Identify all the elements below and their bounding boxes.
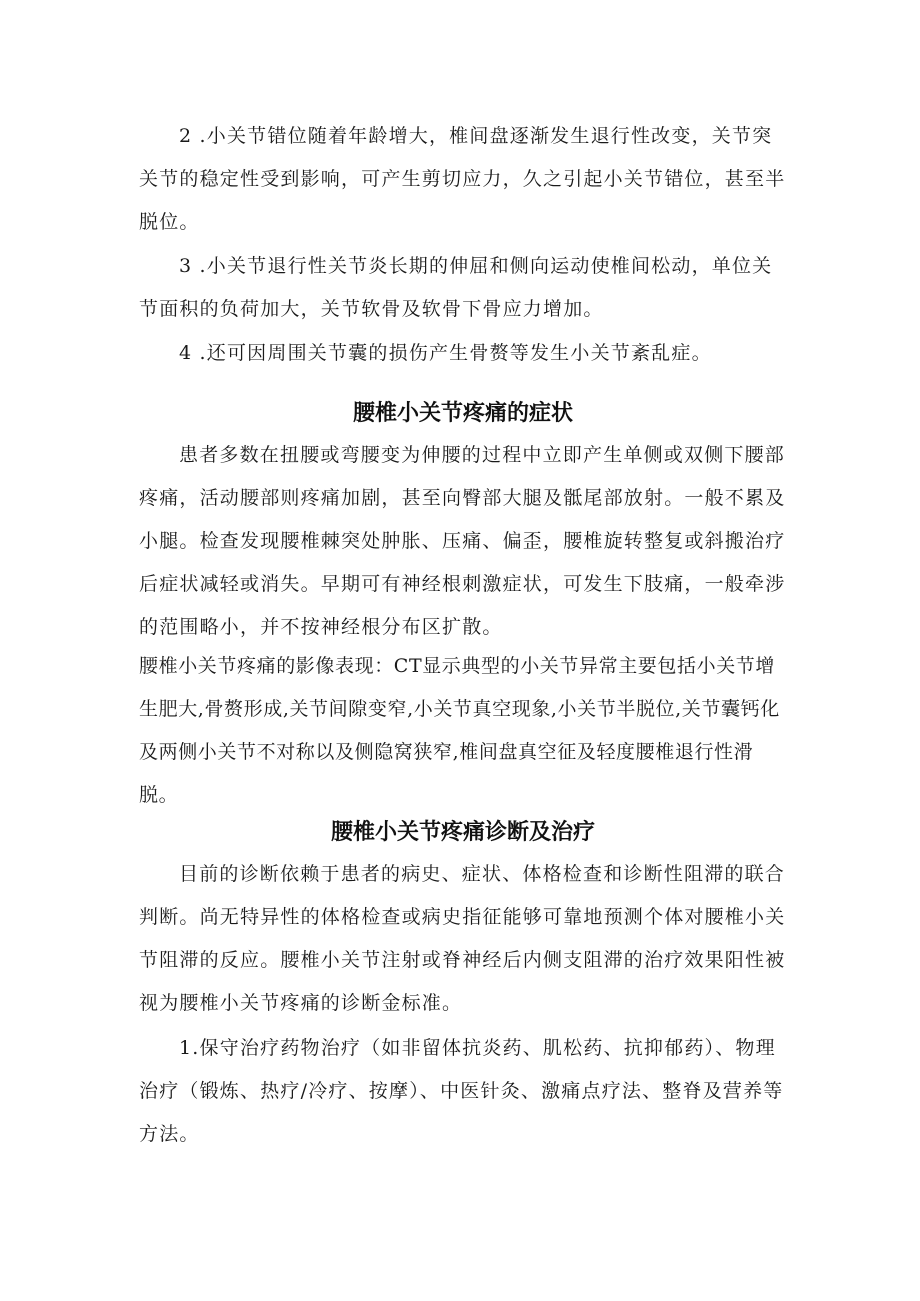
symptoms-paragraph: 患者多数在扭腰或弯腰变为伸腰的过程中立即产生单侧或双侧下腰部疼痛，活动腰部则疼痛加剧，甚至向臀部大腿及骶尾部放射。一般不累及小腿。检查发现腰椎棘突处肿胀、压痛、偏歪，腰椎旋转整复或斜搬治疗后症状减轻或消失。早期可有神经根刺激症状，可发生下肢痛，一般牵涉的范围略小，并不按神经根分布区扩散。: [139, 444, 786, 638]
paragraph-item-4: 4 .还可因周围关节囊的损伤产生骨赘等发生小关节紊乱症。: [179, 342, 712, 364]
paragraph-item-2: 2 .小关节错位随着年龄增大，椎间盘逐渐发生退行性改变，关节突关节的稳定性受到影响，可产生剪切应力，久之引起小关节错位，甚至半脱位。: [139, 125, 786, 233]
section-heading-symptoms: 腰椎小关节疼痛的症状: [352, 401, 573, 426]
treatment-item-1: 1.保守治疗药物治疗（如非留体抗炎药、肌松药、抗抑郁药）、物理治疗（锻炼、热疗/冷疗、按摩）、中医针灸、激痛点疗法、整脊及营养等方法。: [139, 1037, 784, 1145]
paragraph-item-3: 3 .小关节退行性关节炎长期的伸屈和侧向运动使椎间松动，单位关节面积的负荷加大，关节软骨及软骨下骨应力增加。: [139, 255, 773, 320]
diagnosis-paragraph: 目前的诊断依赖于患者的病史、症状、体格检查和诊断性阻滞的联合判断。尚无特异性的体格检查或病史指征能够可靠地预测个体对腰椎小关节阻滞的反应。腰椎小关节注射或脊神经后内侧支阻滞的治疗效果阳性被视为腰椎小关节疼痛的诊断金标准。: [139, 863, 786, 1014]
imaging-paragraph: 腰椎小关节疼痛的影像表现：CT显示典型的小关节异常主要包括小关节增生肥大,骨赘形成,关节间隙变窄,小关节真空现象,小关节半脱位,关节囊钙化及两侧小关节不对称以及侧隐窝狭窄,椎间盘真空征及轻度腰椎退行性滑脱。: [139, 655, 780, 806]
section-heading-diagnosis: 腰椎小关节疼痛诊断及治疗: [330, 820, 595, 845]
